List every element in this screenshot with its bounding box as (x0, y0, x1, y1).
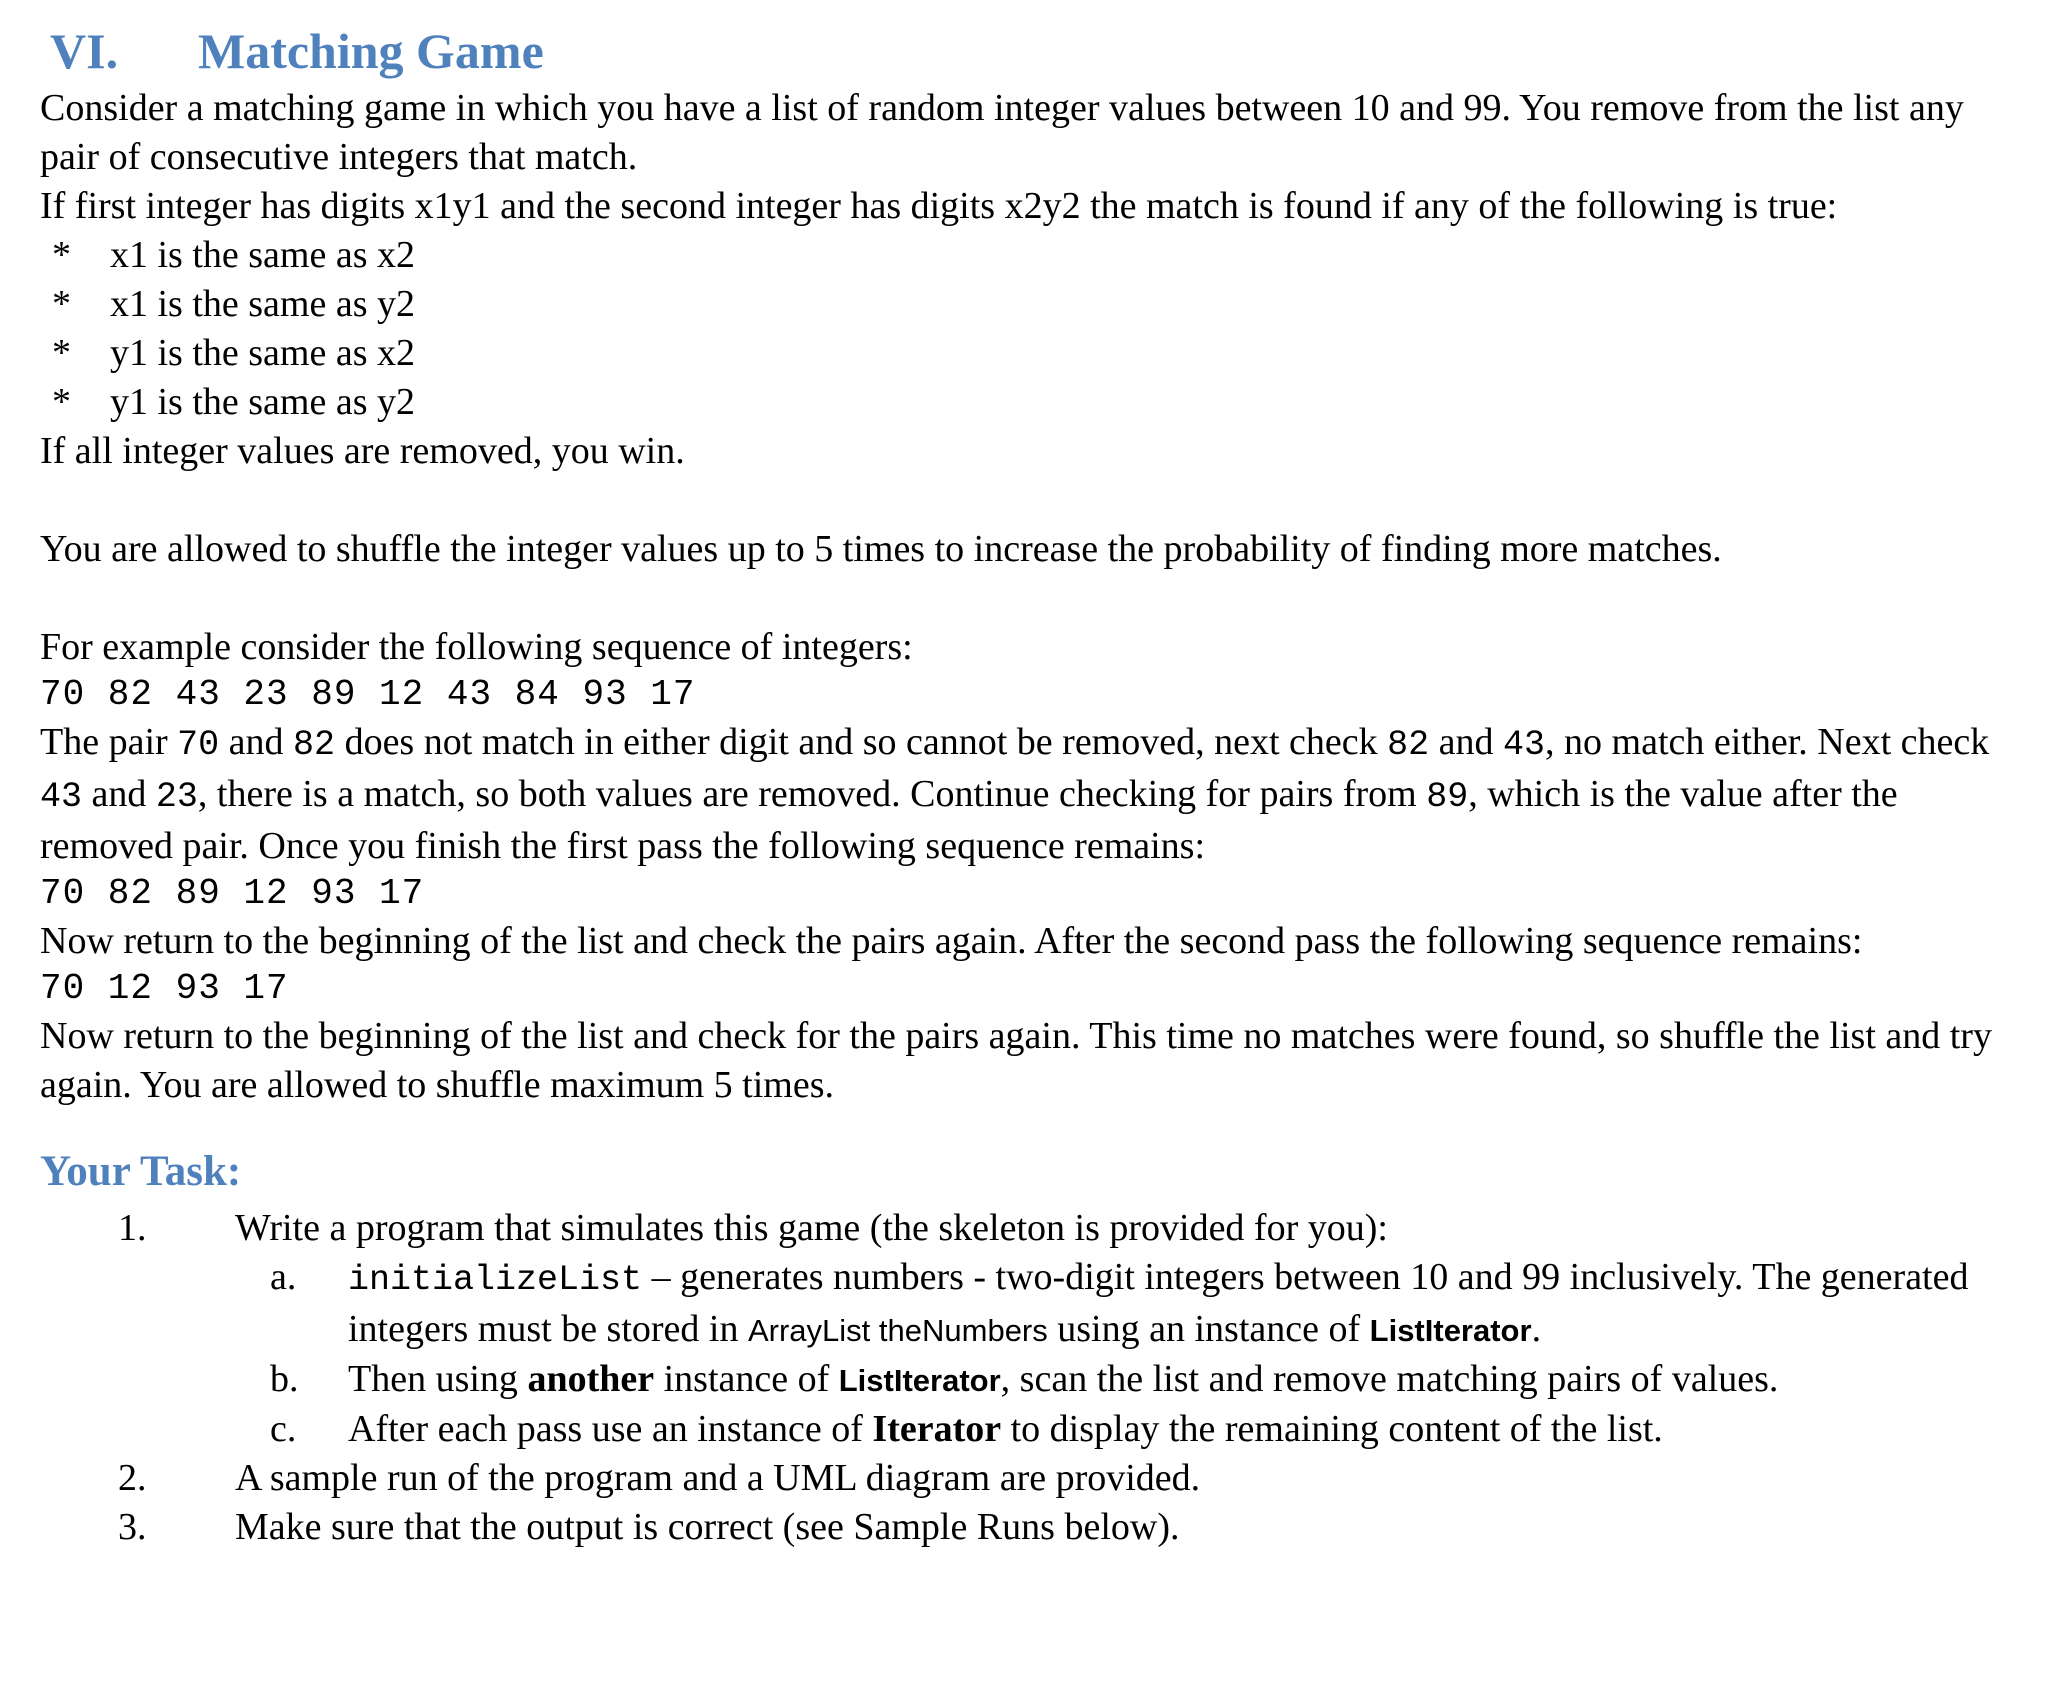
task-number: 3. (118, 1506, 147, 1548)
bullet-star: * (52, 332, 71, 374)
example-lead: For example consider the following sequence of integers: (40, 626, 913, 668)
intro-paragraph-2: If first integer has digits x1y1 and the second integer has digits x2y2 the match is found if any of the following is true: (40, 185, 1838, 227)
task-item-3 (40, 1503, 2020, 1552)
task-text: A sample run of the program and a UML diagram are provided. (235, 1457, 1201, 1499)
example-sequence-after-pass-2: 70 12 93 17 (40, 968, 289, 1009)
method-name: initializeList (348, 1260, 643, 1300)
document-page (40, 18, 2020, 1552)
match-rule-text: y1 is the same as y2 (110, 381, 416, 423)
subtask-label: a. (270, 1256, 297, 1298)
bullet-star: * (52, 381, 71, 423)
task-text: Make sure that the output is correct (see Sample Runs below). (235, 1506, 1180, 1548)
subtask-label: c. (270, 1408, 297, 1450)
match-rule-1 (40, 231, 2020, 280)
match-rule-text: x1 is the same as y2 (110, 283, 416, 325)
shuffle-rule: You are allowed to shuffle the integer values up to 5 times to increase the probability of finding more matches. (40, 528, 1722, 570)
subtask-text: Then using another instance of ListIterator, scan the list and remove matching pairs of values. (348, 1358, 1779, 1400)
match-rule-text: y1 is the same as x2 (110, 332, 416, 374)
bullet-star: * (52, 283, 71, 325)
third-pass-text: Now return to the beginning of the list and check for the pairs again. This time no matches were found, so shuffle the list and try again. You are allowed to shuffle maximum 5 times. (40, 1015, 1992, 1106)
subtask-a (40, 1253, 2020, 1355)
intro-paragraph-1: Consider a matching game in which you have a list of random integer values between 10 and 99. You remove from the list any pair of consecutive integers that match. (40, 87, 1964, 178)
win-condition: If all integer values are removed, you win. (40, 430, 685, 472)
section-number: VI. (50, 23, 119, 79)
subtask-text: After each pass use an instance of Iterator to display the remaining content of the list. (348, 1408, 1663, 1450)
second-pass-text: Now return to the beginning of the list and check the pairs again. After the second pass the following sequence remains: (40, 920, 1863, 962)
subtask-b (40, 1355, 2020, 1405)
task-heading: Your Task: (40, 1148, 242, 1195)
section-title: Matching Game (198, 23, 544, 79)
example-walkthrough: The pair 70 and 82 does not match in either digit and so cannot be removed, next check 82 and 43, no match either. Next check 43 and 23, there is a match, so both values are removed. Continue checking for pairs from 89, which is the value after the removed pair. Once you finish the first pass the following sequence remains: (40, 721, 1990, 867)
subtask-label: b. (270, 1358, 299, 1400)
subtask-text: initializeList – generates numbers - two-digit integers between 10 and 99 inclusively. The generated integers must be stored in ArrayList theNumbers using an instance of ListIterator. (348, 1256, 1969, 1350)
example-sequence-initial: 70 82 43 23 89 12 43 84 93 17 (40, 674, 696, 715)
task-text: Write a program that simulates this game (the skeleton is provided for you): (235, 1207, 1388, 1249)
example-sequence-after-pass-1: 70 82 89 12 93 17 (40, 873, 425, 914)
match-rule-2 (40, 280, 2020, 329)
task-number: 1. (118, 1207, 147, 1249)
task-number: 2. (118, 1457, 147, 1499)
task-item-2 (40, 1454, 2020, 1503)
bullet-star: * (52, 234, 71, 276)
task-item-1 (40, 1204, 2020, 1253)
section-heading (40, 18, 2020, 84)
match-rule-text: x1 is the same as x2 (110, 234, 416, 276)
match-rule-4 (40, 378, 2020, 427)
subtask-c (40, 1405, 2020, 1454)
match-rule-3 (40, 329, 2020, 378)
